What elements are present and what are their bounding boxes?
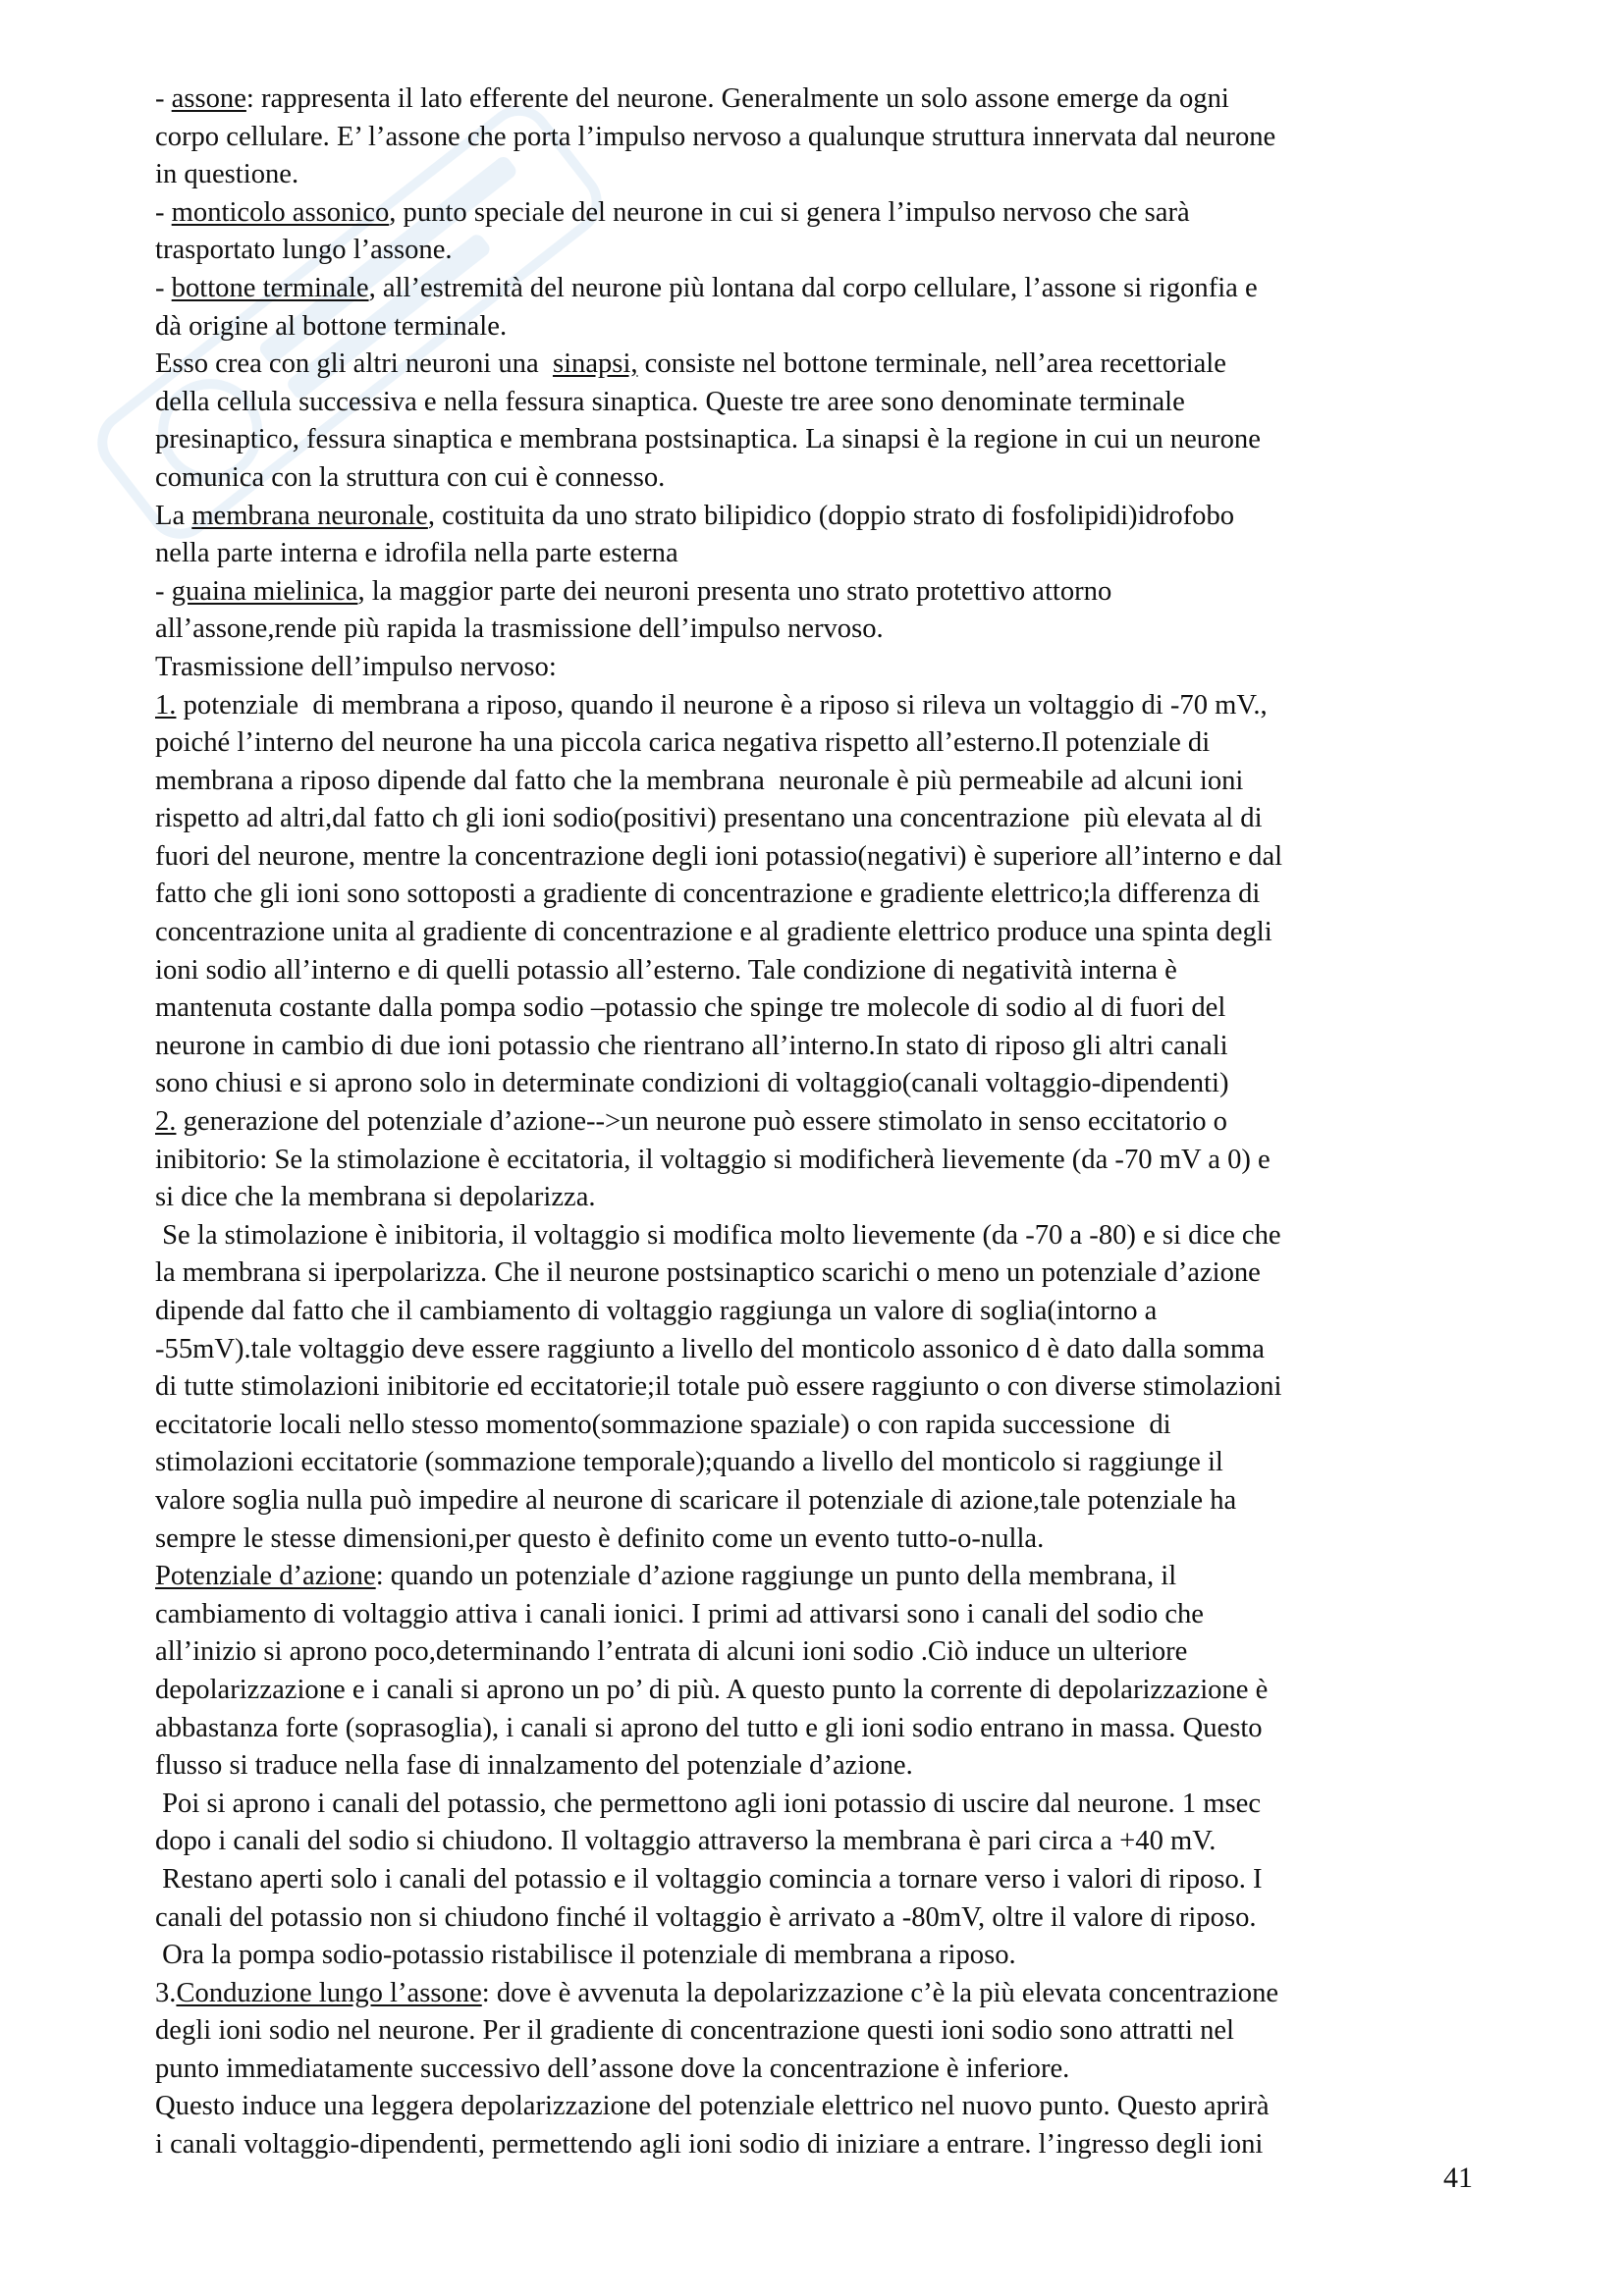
text-segment: neurone in cambio di due ioni potassio che rientrano all’interno.In stato di riposo gli altri canali	[155, 1030, 1228, 1061]
text-line	[155, 914, 1490, 952]
text-segment: potenziale di membrana a riposo, quando il neurone è a riposo si rileva un voltaggio di -70 mV.,	[176, 689, 1268, 721]
text-segment: dipende dal fatto che il cambiamento di voltaggio raggiunga un valore di soglia(intorno a	[155, 1296, 1158, 1326]
text-segment: , punto speciale del neurone in cui si genera l’impulso nervoso che sarà	[389, 196, 1190, 228]
document-body	[155, 80, 1490, 2164]
text-segment: cambiamento di voltaggio attiva i canali ionici. I primi ad attivarsi sono i canali del sodio che	[155, 1598, 1204, 1629]
text-line	[155, 1331, 1490, 1369]
text-line	[155, 156, 1490, 194]
text-segment: La	[155, 500, 192, 531]
text-segment: mantenuta costante dalla pompa sodio –potassio che spinge tre molecole di sodio al di fuori del	[155, 992, 1226, 1024]
text-line	[155, 1861, 1490, 1899]
text-segment: -	[155, 272, 172, 303]
text-line	[155, 1521, 1490, 1559]
text-segment: corpo cellulare. E’ l’assone che porta l’impulso nervoso a qualunque struttura innervata dal neurone	[155, 121, 1276, 152]
text-segment: Se la stimolazione è inibitoria, il voltaggio si modifica molto lievemente (da -70 a -80) e si dice che	[155, 1219, 1281, 1251]
text-segment: inibitorio: Se la stimolazione è eccitatoria, il voltaggio si modificherà lievemente (da -70 mV a 0) e	[155, 1144, 1271, 1175]
text-line	[155, 2126, 1490, 2164]
text-segment: -	[155, 83, 172, 114]
text-line	[155, 384, 1490, 422]
text-line	[155, 1103, 1490, 1142]
text-line	[155, 1065, 1490, 1103]
text-segment: valore soglia nulla può impedire al neurone di scaricare il potenziale di azione,tale potenziale ha	[155, 1484, 1237, 1516]
text-line	[155, 838, 1490, 877]
text-line	[155, 1672, 1490, 1710]
text-segment: trasportato lungo l’assone.	[155, 235, 453, 266]
text-segment: si dice che la membrana si depolarizza.	[155, 1182, 596, 1213]
text-segment: -55mV).tale voltaggio deve essere raggiunto a livello del monticolo assonico d è dato dalla somma	[155, 1333, 1265, 1364]
text-segment: degli ioni sodio nel neurone. Per il gradiente di concentrazione questi ioni sodio sono attratti nel	[155, 2015, 1235, 2047]
text-line	[155, 1255, 1490, 1293]
text-segment: : dove è avvenuta la depolarizzazione c’è la più elevata concentrazione	[481, 1977, 1279, 2008]
text-segment: concentrazione unita al gradiente di concentrazione e al gradiente elettrico produce una spinta degli	[155, 917, 1272, 948]
text-segment: Poi si aprono i canali del potassio, che permettono agli ioni potassio di uscire dal neurone. 1 msec	[155, 1788, 1262, 1819]
text-line	[155, 952, 1490, 990]
text-segment: rispetto ad altri,dal fatto ch gli ioni sodio(positivi) presentano una concentrazione più elevata al di	[155, 803, 1263, 834]
text-segment: depolarizzazione e i canali si aprono un po’ di più. A questo punto la corrente di depolarizzazione è	[155, 1674, 1269, 1705]
text-line	[155, 649, 1490, 687]
text-line	[155, 1937, 1490, 1975]
underlined-term: Potenziale d’azione	[155, 1561, 376, 1592]
text-segment: sempre le stesse dimensioni,per questo è definito come un evento tutto-o-nulla.	[155, 1522, 1045, 1554]
text-line	[155, 1786, 1490, 1824]
text-segment: dopo i canali del sodio si chiudono. Il voltaggio attraverso la membrana è pari circa a +40 mV.	[155, 1826, 1217, 1857]
text-segment: sono chiusi e si aprono solo in determinate condizioni di voltaggio(canali voltaggio-dipendenti)	[155, 1068, 1229, 1099]
text-line	[155, 763, 1490, 801]
text-segment: , costituita da uno strato bilipidico (doppio strato di fosfolipidi)idrofobo	[427, 500, 1235, 531]
text-segment: di tutte stimolazioni inibitorie ed eccitatorie;il totale può essere raggiunto o con diverse stimolazioni	[155, 1371, 1282, 1403]
text-segment: : quando un potenziale d’azione raggiunge un punto della membrana, il	[375, 1561, 1177, 1592]
text-segment: fatto che gli ioni sono sottoposti a gradiente di concentrazione e gradiente elettrico;la differenza di	[155, 879, 1261, 910]
text-line	[155, 1368, 1490, 1407]
text-line	[155, 1142, 1490, 1180]
text-segment: Restano aperti solo i canali del potassio e il voltaggio comincia a tornare verso i valori di riposo. I	[155, 1863, 1263, 1895]
text-segment: Esso crea con gli altri neuroni una	[155, 348, 553, 380]
text-segment: eccitatorie locali nello stesso momento(sommazione spaziale) o con rapida successione di	[155, 1409, 1171, 1440]
underlined-term: sinapsi,	[552, 348, 638, 380]
text-line	[155, 1633, 1490, 1672]
text-line	[155, 2051, 1490, 2089]
text-line	[155, 1823, 1490, 1861]
text-line	[155, 1899, 1490, 1938]
text-segment: della cellula successiva e nella fessura sinaptica. Queste tre aree sono denominate terminale	[155, 386, 1185, 417]
text-segment: membrana a riposo dipende dal fatto che la membrana neuronale è più permeabile ad alcuni ioni	[155, 765, 1244, 796]
text-segment: abbastanza forte (soprasoglia), i canali si aprono del tutto e gli ioni sodio entrano in massa. Questo	[155, 1712, 1263, 1743]
text-segment: i canali voltaggio-dipendenti, permettendo agli ioni sodio di iniziare a entrare. l’ingresso degli ioni	[155, 2129, 1264, 2161]
underlined-term: monticolo assonico	[171, 196, 390, 228]
text-line	[155, 194, 1490, 233]
text-line	[155, 1747, 1490, 1786]
text-segment: in questione.	[155, 159, 299, 190]
text-segment: , la maggior parte dei neuroni presenta uno strato protettivo attorno	[357, 575, 1112, 607]
text-segment: poiché l’interno del neurone ha una piccola carica negativa rispetto all’esterno.Il potenziale di	[155, 727, 1211, 759]
text-line	[155, 2012, 1490, 2051]
text-line	[155, 1558, 1490, 1596]
text-line	[155, 346, 1490, 384]
text-line	[155, 270, 1490, 308]
text-segment: Trasmissione dell’impulso nervoso:	[155, 651, 557, 682]
text-line	[155, 308, 1490, 347]
text-line	[155, 232, 1490, 270]
page-number: 41	[1443, 2162, 1473, 2194]
text-segment: all’inizio si aprono poco,determinando l’entrata di alcuni ioni sodio .Ciò induce un ulteriore	[155, 1636, 1188, 1668]
text-segment: presinaptico, fessura sinaptica e membrana postsinaptica. La sinapsi è la regione in cui un neurone	[155, 424, 1261, 455]
text-segment: flusso si traduce nella fase di innalzamento del potenziale d’azione.	[155, 1750, 913, 1782]
text-segment: : rappresenta il lato efferente del neurone. Generalmente un solo assone emerge da ogni	[245, 83, 1229, 114]
text-line	[155, 1975, 1490, 2013]
underlined-term: 1.	[155, 689, 177, 721]
underlined-term: Conduzione lungo l’assone	[176, 1977, 482, 2008]
text-segment: Questo induce una leggera depolarizzazione del potenziale elettrico nel nuovo punto. Questo aprirà	[155, 2091, 1270, 2122]
text-line	[155, 800, 1490, 838]
text-segment: generazione del potenziale d’azione-->un neurone può essere stimolato in senso eccitatorio o	[176, 1106, 1227, 1138]
text-line	[155, 421, 1490, 459]
text-segment: la membrana si iperpolarizza. Che il neurone postsinaptico scarichi o meno un potenziale d’azione	[155, 1257, 1261, 1289]
text-segment: -	[155, 575, 172, 607]
text-line	[155, 1710, 1490, 1748]
text-segment: -	[155, 196, 172, 228]
underlined-term: assone	[171, 83, 246, 114]
underlined-term: bottone terminale	[171, 272, 369, 303]
text-segment: all’assone,rende più rapida la trasmissione dell’impulso nervoso.	[155, 614, 884, 645]
text-segment: dà origine al bottone terminale.	[155, 310, 508, 342]
text-line	[155, 876, 1490, 914]
underlined-term: 2.	[155, 1106, 177, 1138]
text-segment: 3.	[155, 1977, 177, 2008]
text-segment: nella parte interna e idrofila nella parte esterna	[155, 538, 678, 569]
text-line	[155, 989, 1490, 1028]
text-line	[155, 724, 1490, 763]
text-line	[155, 535, 1490, 573]
text-segment: stimolazioni eccitatorie (sommazione temporale);quando a livello del monticolo si raggiunge il	[155, 1447, 1223, 1478]
text-line	[155, 119, 1490, 157]
text-line	[155, 1028, 1490, 1066]
text-segment: fuori del neurone, mentre la concentrazione degli ioni potassio(negativi) è superiore all’interno e dal	[155, 840, 1283, 872]
text-segment: , all’estremità del neurone più lontana dal corpo cellulare, l’assone si rigonfia e	[368, 272, 1258, 303]
text-line	[155, 1482, 1490, 1521]
underlined-term: guaina mielinica	[171, 575, 358, 607]
text-line	[155, 573, 1490, 612]
text-line	[155, 459, 1490, 498]
text-line	[155, 1179, 1490, 1217]
text-segment: ioni sodio all’interno e di quelli potassio all’esterno. Tale condizione di negatività interna è	[155, 954, 1177, 986]
text-segment: Ora la pompa sodio-potassio ristabilisce il potenziale di membrana a riposo.	[155, 1940, 1016, 1971]
text-segment: canali del potassio non si chiudono finché il voltaggio è arrivato a -80mV, oltre il valore di riposo.	[155, 1901, 1257, 1933]
text-line	[155, 1444, 1490, 1482]
text-line	[155, 498, 1490, 536]
text-line	[155, 1217, 1490, 1255]
text-line	[155, 1293, 1490, 1331]
underlined-term: membrana neuronale	[191, 500, 428, 531]
text-line	[155, 611, 1490, 649]
text-line	[155, 1407, 1490, 1445]
text-segment: consiste nel bottone terminale, nell’area recettoriale	[637, 348, 1226, 380]
text-line	[155, 2088, 1490, 2126]
text-line	[155, 80, 1490, 119]
text-line	[155, 687, 1490, 725]
text-line	[155, 1596, 1490, 1634]
text-segment: punto immediatamente successivo dell’assone dove la concentrazione è inferiore.	[155, 2053, 1070, 2084]
text-segment: comunica con la struttura con cui è connesso.	[155, 461, 666, 493]
